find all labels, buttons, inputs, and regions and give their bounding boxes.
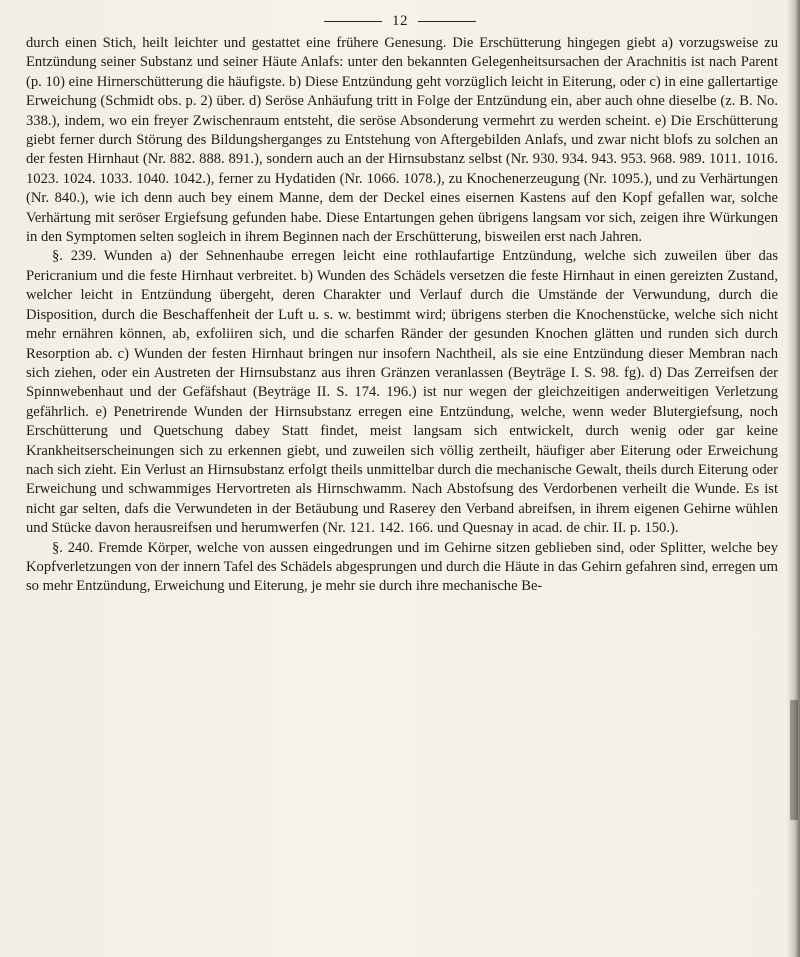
header-rule-left: [324, 21, 382, 22]
header-rule-right: [418, 21, 476, 22]
page-number: 12: [392, 12, 408, 29]
paragraph-section-239: §. 239. Wunden a) der Sehnenhaube erregen leicht eine rothlaufartige Entzündung, welche sich zuweilen über das Pericranium und die feste Hirnhaut verbreitet. b) Wunden des Schädels versetzen die feste Hirnhaut in einen gereizten Zustand, welcher leicht in Entzündung übergeht, deren Charakter und Verlauf durch die Umstände der Verwundung, durch die Disposition, durch die Beschaffenheit der Luft u. s. w. bestimmt wird; übrigens sterben die Knochenstücke, welche sich nicht mehr ernähren können, ab, exfoliiren sich, und die scharfen Ränder der gesunden Knochen glätten und runden sich durch Resorption ab. c) Wunden der festen Hirnhaut bringen nur insofern Nachtheil, als sie eine Entzündung dieser Membran nach sich ziehen, oder ein Austreten der Hirnsubstanz aus ihren Gränzen veranlassen (Beyträge I. S. 98. fg). d) Das Zerreifsen der Spinnwebenhaut und der Gefäfshaut (Beyträge II. S. 174. 196.) ist nur wegen der gleichzeitigen anderweitigen Verletzung gefährlich. e) Penetrirende Wunden der Hirnsubstanz erregen eine Entzündung, welche, wenn weder Blutergiefsung, noch Erschütterung und Quetschung dabey Statt findet, meist langsam sich entwickelt, durch wenig oder gar keine Krankheitserscheinungen sich zu erkennen giebt, und zuweilen sich völlig zertheilt, häufiger aber Eiterung oder Erweichung nach sich zieht. Ein Verlust an Hirnsubstanz erfolgt theils unmittelbar durch die mechanische Gewalt, theils durch Eiterung oder Erweichung und schwammiges Hervortreten als Hirnschwamm. Nach Abstofsung des Verdorbenen verheilt die Wunde. Es ist nicht gar selten, dafs die Verwundeten in der Betäubung und Raserey den Verband abreifsen, in ihrem eigenen Gehirne wühlen und Stücke davon herausreifsen und herumwerfen (Nr. 121. 142. 166. und Quesnay in acad. de chir. II. p. 150.).: [26, 248, 778, 537]
binding-mark: [790, 700, 798, 820]
page-header: [0, 10, 800, 32]
paragraph-section-240: §. 240. Fremde Körper, welche von aussen eingedrungen und im Gehirne sitzen geblieben sind, oder Splitter, welche bey Kopfverletzungen von der innern Tafel des Schädels abgesprungen und durch die Häute in das Gehirn gefahren sind, erregen um so mehr Entzündung, Erweichung und Eiterung, je mehr sie durch ihre mechanische Be-: [26, 539, 778, 595]
paragraph-intro: durch einen Stich, heilt leichter und gestattet eine frühere Genesung. Die Erschütterung hingegen giebt a) vorzugsweise zu Entzündung seiner Substanz und seiner Häute Anlafs: unter den bekannten Gelegenheitsursachen der Arachnitis ist nach Parent (p. 10) eine Hirnerschütterung die häufigste. b) Diese Entzündung geht vorzüglich leicht in Eiterung, oder c) in eine gallertartige Erweichung (Schmidt obs. p. 2) über. d) Seröse Anhäufung tritt in Folge der Entzündung ein, aber auch ohne dieselbe (z. B. No. 338.), indem, wo ein freyer Zwischenraum entsteht, die seröse Absonderung vermehrt zu werden scheint. e) Die Erschütterung giebt ferner durch Störung des Bildungsherganges zu Entstehung von Aftergebilden Anlafs, und zwar nicht blofs zu solchen an der festen Hirnhaut (Nr. 882. 888. 891.), sondern auch an der Hirnsubstanz selbst (Nr. 930. 934. 943. 953. 968. 989. 1011. 1016. 1023. 1024. 1033. 1040. 1042.), ferner zu Hydatiden (Nr. 1066. 1078.), zu Knochenerzeugung (Nr. 1095.), und zu Verhärtungen (Nr. 840.), wie ich denn auch bey einem Manne, dem der Deckel eines eisernen Kastens auf den Kopf gefallen war, solche Verhärtung mit seröser Ergiefsung gefunden habe. Diese Entartungen gehen übrigens langsam vor sich, zeigen ihre Würkungen in den Symptomen selten sogleich in ihrem Beginnen nach der Erschütterung, bisweilen erst nach Jahren.: [26, 35, 778, 246]
body-text: [26, 34, 778, 597]
